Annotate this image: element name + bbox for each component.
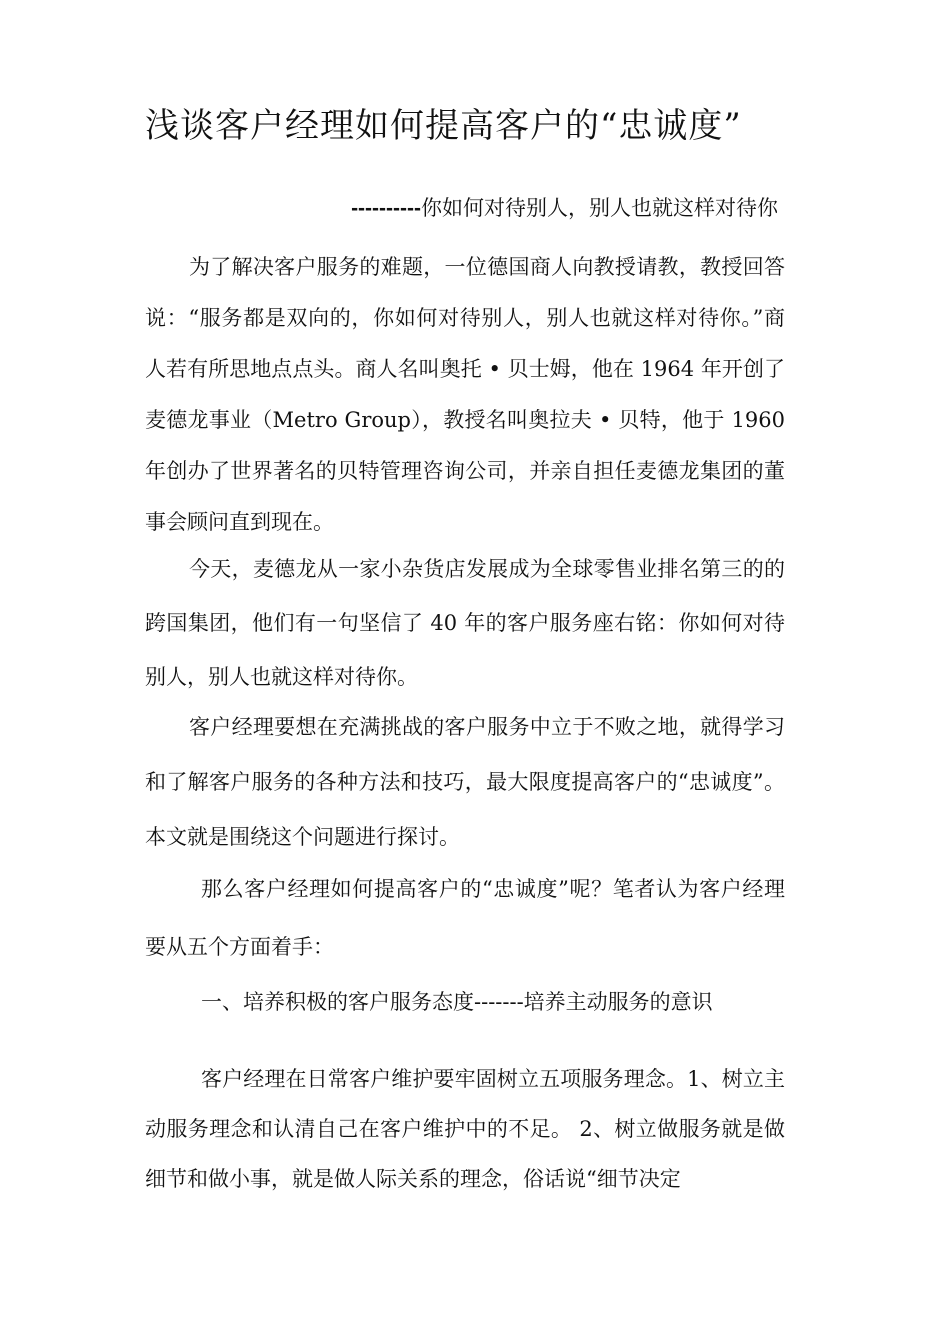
paragraph-section-1: 客户经理在日常客户维护要牢固树立五项服务理念。1、树立主动服务理念和认清自己在客户维护中的不足。 2、树立做服务就是做细节和做小事，就是做人际关系的理念，俗话说“细节决定 — [145, 1067, 785, 1191]
document-title: 浅谈客户经理如何提高客户的“忠诚度” — [145, 106, 742, 146]
subtitle-dashes: ---------- — [351, 197, 421, 220]
paragraph-customer-manager: 客户经理要想在充满挑战的客户服务中立于不败之地，就得学习和了解客户服务的各种方法和技巧，最大限度提高客户的“忠诚度”。本文就是围绕这个问题进行探讨。 — [145, 715, 785, 849]
paragraph-five-aspects: 那么客户经理如何提高客户的“忠诚度”呢？笔者认为客户经理要从五个方面着手： — [145, 877, 785, 959]
paragraph-intro: 为了解决客户服务的难题，一位德国商人向教授请教，教授回答说：“服务都是双向的，你如何对待别人，别人也就这样对待你。”商人若有所思地点点头。商人名叫奥托 • 贝士姆，他在 1964 年开创了麦德龙事业（Metro Group），教授名叫奥拉夫 • 贝特，他于 1960 年创办了世界著名的贝特管理咨询公司，并亲自担任麦德龙集团的董事会顾问直到现在。 — [145, 255, 785, 534]
document-subtitle — [351, 190, 778, 227]
section-heading-1: 一、培养积极的客户服务态度-------培养主动服务的意识 — [201, 990, 713, 1014]
subtitle-text: 你如何对待别人，别人也就这样对待你 — [421, 196, 778, 220]
paragraph-metro-today: 今天，麦德龙从一家小杂货店发展成为全球零售业排名第三的的跨国集团，他们有一句坚信了 40 年的客户服务座右铭：你如何对待别人，别人也就这样对待你。 — [145, 557, 785, 689]
